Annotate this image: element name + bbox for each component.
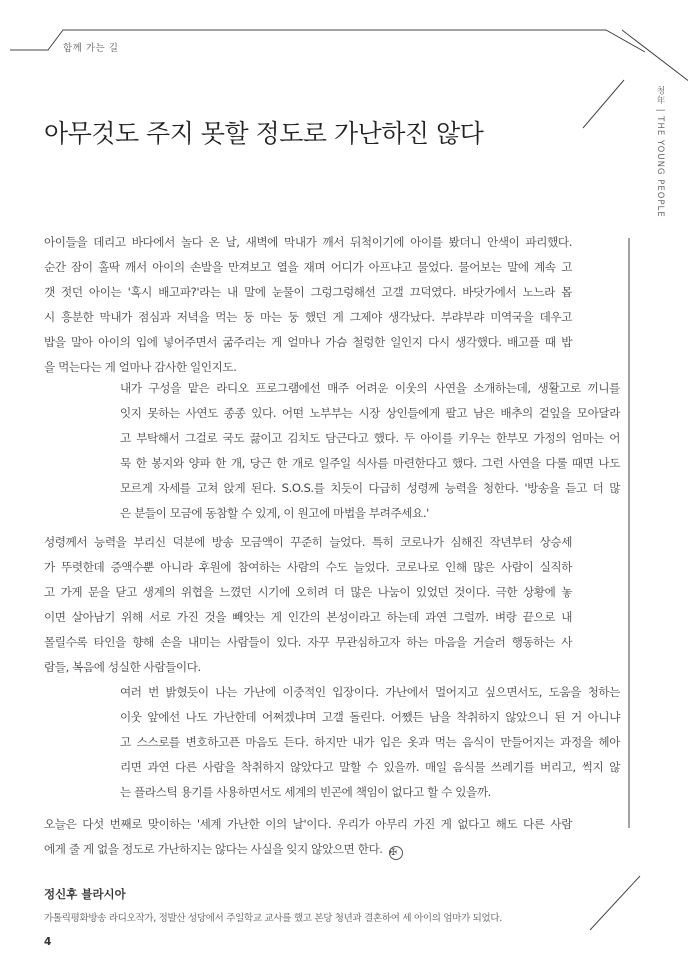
paragraph-2-line: 고 가게 문을 닫고 생계의 위협을 느꼈던 시기에 오히려 더 많은 나눔이 있었던 것이다. 극한 상황에 놓 [44,585,572,599]
paragraph-1-line: 순간 잠이 홀딱 깨서 아이의 손발을 만져보고 열을 재며 어디가 아프냐고 물었다. 물어보는 말에 계속 고 [44,260,572,274]
side-vertical-label: 청年 | THE YOUNG PEOPLE [655,86,665,218]
paragraph-1-line: 을 먹는다는 게 얼마나 감사한 일인지도. [44,360,237,374]
header-diagonal [622,30,688,82]
paragraph-3-line [44,837,572,862]
bottom-right-diagonal [590,876,640,930]
quote-1-line: 묵 한 봉지와 양파 한 개, 당근 한 개로 일주일 식사를 마련한다고 했다. 그런 사연을 다룰 때면 나도 [120,456,620,470]
quote-1-line: 모르게 자세를 고쳐 앉게 된다. S.O.S.를 치듯이 다급히 성령께 능력을 청한다. '방송을 듣고 더 많 [120,481,620,495]
quote-2-line: 리면 과연 다른 사람을 착취하지 않았다고 말할 수 있을까. 매일 음식물 쓰레기를 버리고, 썩지 않 [120,760,620,774]
quote-2-line: 고 스스로를 변호하고픈 마음도 든다. 하지만 내가 입은 옷과 먹는 음식이 만들어지는 과정을 헤아 [120,735,620,749]
quote-block-2 [120,680,620,805]
quote-block-1 [120,376,620,526]
paragraph-3-line: 오늘은 다섯 번째로 맞이하는 '세계 가난한 이의 날'이다. 우리가 아무리 가진 게 없다고 해도 다른 사람 [44,817,572,831]
quote-2-line: 여러 번 밝혔듯이 나는 가난에 이중적인 입장이다. 가난에서 멀어지고 싶으면서도, 도움을 청하는 [120,685,620,699]
author-bio: 가톨릭평화방송 라디오작가, 정발산 성당에서 주일학교 교사를 했고 본당 청년과 결혼하여 세 아이의 엄마가 되었다. [44,913,503,924]
paragraph-2-line: 몰릴수록 타인을 향해 손을 내미는 사람들이 있다. 자꾸 무관심하고자 하는 마음을 거슬러 행동하는 사 [44,635,572,649]
paragraph-1 [44,230,572,380]
end-mark-icon: ✠ [389,846,403,860]
paragraph-3 [44,812,572,862]
paragraph-1-line: 시 흥분한 막내가 점심과 저녁을 먹는 둥 마는 둥 했던 게 그제야 생각났다. 부랴부랴 미역국을 데우고 [44,310,572,324]
paragraph-2-line: 성령께서 능력을 부리신 덕분에 방송 모금액이 꾸준히 늘었다. 특히 코로나가 심해진 작년부터 상승세 [44,535,572,549]
section-label: 함께 가는 길 [63,43,119,54]
paragraph-1-line: 밥을 말아 아이의 입에 넣어주면서 굶주리는 게 얼마나 가슴 철렁한 일인지 다시 생각했다. 배고플 때 밥 [44,335,572,349]
quote-2-line: 이웃 앞에선 나도 가난한데 어쩌겠냐며 고갤 돌린다. 어쨌든 남을 착취하지 않았으니 된 거 아니냐 [120,710,620,724]
quote-1-line: 은 분들이 모금에 동참할 수 있게, 이 원고에 마법을 부려주세요.' [120,506,429,520]
paragraph-2 [44,530,572,680]
quote-2-line: 는 플라스틱 용기를 사용하면서도 세계의 빈곤에 책임이 없다고 할 수 있을까. [120,785,491,799]
paragraph-3-last-text: 에게 줄 게 없을 정도로 가난하지는 않다는 사실을 잊지 않았으면 한다. [44,842,383,856]
paragraph-1-line: 아이들을 데리고 바다에서 놀다 온 날, 새벽에 막내가 깨서 뒤척이기에 아이를 봤더니 안색이 파리했다. [44,235,572,249]
article-title: 아무것도 주지 못할 정도로 가난하진 않다 [44,119,484,148]
paragraph-2-line: 람들, 복음에 성실한 사람들이다. [44,660,201,674]
paragraph-1-line: 갯 젓던 아이는 '혹시 배고파?'라는 내 말에 눈물이 그렁그렁해선 고갤 끄덕였다. 바닷가에서 노느라 몹 [44,285,572,299]
paragraph-2-line: 가 뚜렷한데 증액수뿐 아니라 후원에 참여하는 사람의 수도 늘었다. 코로나로 인해 많은 사람이 실직하 [44,560,572,574]
quote-1-line: 고 부탁해서 그걸로 국도 끓이고 김치도 담근다고 했다. 두 아이를 키우는 한부모 가정의 엄마는 어 [120,431,620,445]
page-number: 4 [44,936,52,948]
top-right-diagonal [583,80,624,128]
author-name: 정신후 블라시아 [44,887,126,901]
paragraph-2-line: 이면 살아남기 위해 서로 가진 것을 빼앗는 게 인간의 본성이라고 하는데 과연 그럴까. 벼랑 끝으로 내 [44,610,572,624]
quote-1-line: 잇지 못하는 사연도 종종 있다. 어떤 노부부는 시장 상인들에게 팔고 남은 배추의 겉잎을 모아달라 [120,406,620,420]
quote-1-line: 내가 구성을 맡은 라디오 프로그램에선 매주 어려운 이웃의 사연을 소개하는데, 생활고로 끼니를 [120,381,620,395]
